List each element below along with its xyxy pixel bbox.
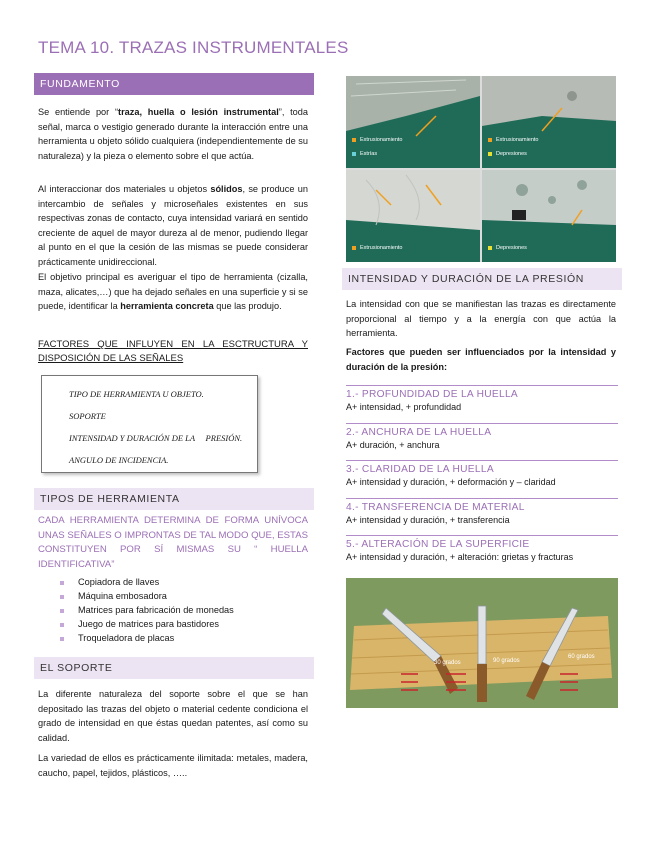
factor-title: 1.- PROFUNDIDAD DE LA HUELLA	[346, 389, 519, 400]
paragraph-definition: Se entiende por “traza, huella o lesión instrumental”, toda señal, marca o vestigio generado durante la interacción entre una herramienta u objeto sólido cualquiera (independientemente de su naturaleza) y la pieza o elemento sobre el que actúa.	[38, 107, 308, 161]
photo-striations	[346, 76, 480, 168]
section-heading-intensidad: INTENSIDAD Y DURACIÓN DE LA PRESIÓN	[342, 268, 622, 290]
paragraph-intensidad: La intensidad con que se manifiestan las trazas es directamente proporcional al tiempo y a la energía con que actúa la herramienta.	[346, 299, 616, 338]
paragraph-objective: El objetivo principal es averiguar el tipo de herramienta (cizalla, maza, alicates,…) que ha dejado señales en una superficie y si se puede, identificar la herramienta concreta que las produjo.	[38, 272, 308, 311]
factor-block	[346, 385, 618, 412]
photo-caption: Extrusionamiento	[496, 137, 539, 143]
photo-caption: Depresiones	[496, 151, 527, 157]
angle-label-60: 60 grados	[568, 654, 595, 660]
photo-caption: Extrusionamiento	[360, 245, 403, 251]
photo-depressions	[482, 76, 616, 168]
photo-caption: Extrusionamiento	[360, 137, 403, 143]
factor-item: ANGULO DE INCIDENCIA.	[69, 455, 169, 465]
factor-desc: A+ intensidad y duración, + deformación y – claridad	[346, 477, 556, 487]
photo-caption: Estrías	[360, 151, 378, 157]
tool-list	[60, 577, 234, 647]
factor-desc: A+ intensidad y duración, + transferencia	[346, 515, 510, 525]
angle-label-30: 30 grados	[434, 660, 461, 666]
factor-desc: A+ intensidad, + profundidad	[346, 402, 462, 412]
tipos-intro: CADA HERRAMIENTA DETERMINA DE FORMA UNÍVOCA UNAS SEÑALES O IMPRONTAS DE TAL MODO QUE, ESTAS CONSTITUYEN POR SÍ MISMAS SU “ HUELLA IDENTIFICATIVA”	[38, 515, 308, 570]
photo-caption: Depresiones	[496, 245, 527, 251]
list-item: Copiadora de llaves	[60, 577, 234, 591]
list-item: Troqueladora de placas	[60, 633, 234, 647]
factor-desc: A+ intensidad y duración, + alteración: grietas y fracturas	[346, 552, 574, 562]
photo-deformation	[482, 170, 616, 262]
list-item: Matrices para fabricación de monedas	[60, 605, 234, 619]
list-item: Máquina embosadora	[60, 591, 234, 605]
factors-heading: FACTORES QUE INFLUYEN EN LA ESCTRUCTURA Y DISPOSICIÓN DE LAS SEÑALES	[38, 339, 308, 364]
factor-title: 3.- CLARIDAD DE LA HUELLA	[346, 464, 494, 475]
paragraph-intensidad-factors: Factores que pueden ser influenciados por la intensidad y duración de la presión:	[346, 347, 616, 372]
angle-label-90: 90 grados	[493, 658, 520, 664]
paragraph-interaction: Al interaccionar dos materiales u objetos sólidos, se produce un intercambio de señales y microseñales existentes en sus respectivas zonas de contacto, cuya intensidad variará en sentido creciente de aquel de mayor dureza al de menor, pudiendo llegar al punto en el que la cesión de las mismas se puede considerar prácticamente unidireccional.	[38, 184, 308, 267]
factor-desc: A+ duración, + anchura	[346, 440, 440, 450]
photo-extrusion	[346, 170, 480, 262]
factor-block	[346, 460, 618, 487]
section-heading-fundamento: FUNDAMENTO	[34, 73, 314, 95]
factors-box	[41, 375, 258, 473]
section-heading-tipos: TIPOS DE HERRAMIENTA	[34, 488, 314, 510]
page-title: TEMA 10. TRAZAS INSTRUMENTALES	[38, 38, 349, 57]
factor-title: 5.- ALTERACIÓN DE LA SUPERFICIE	[346, 539, 530, 550]
factor-block	[346, 423, 618, 450]
factor-title: 2.- ANCHURA DE LA HUELLA	[346, 427, 492, 438]
paragraph-soporte-1: La diferente naturaleza del soporte sobre el que se han depositado las trazas del objeto o material cedente condiciona el grado de intensidad en que éstas quedan patentes, así como su calidad.	[38, 689, 308, 743]
factor-item: TIPO DE HERRAMIENTA U OBJETO.	[69, 389, 204, 399]
factor-block	[346, 498, 618, 525]
factor-block	[346, 535, 618, 562]
list-item: Juego de matrices para bastidores	[60, 619, 234, 633]
factor-item: SOPORTE	[69, 411, 106, 421]
paragraph-soporte-2: La variedad de ellos es prácticamente ilimitada: metales, madera, caucho, papel, tejidos, plásticos, …..	[38, 753, 308, 778]
factor-item: INTENSIDAD Y DURACIÓN DE LA PRESIÓN.	[69, 433, 243, 443]
section-heading-soporte: EL SOPORTE	[34, 657, 314, 679]
knife-angle-illustration	[346, 578, 618, 708]
trace-photos	[346, 76, 616, 262]
factor-title: 4.- TRANSFERENCIA DE MATERIAL	[346, 502, 525, 513]
